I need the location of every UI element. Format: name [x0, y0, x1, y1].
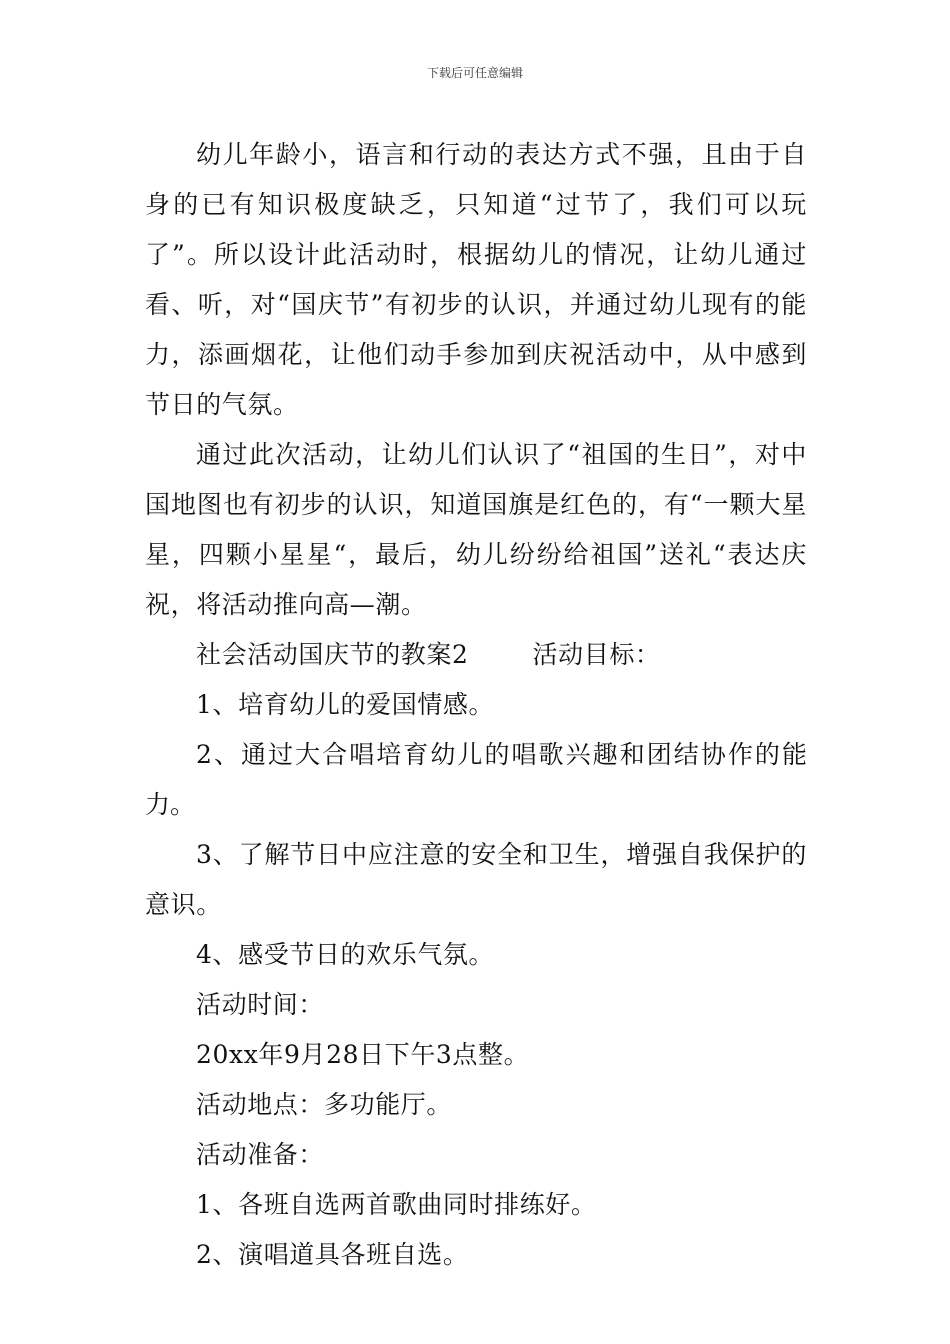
goal-item: 1、培育幼儿的爱国情感。	[196, 690, 495, 719]
goal-item: 2、通过大合唱培育幼儿的唱歌兴趣和团结协作的能力。	[145, 740, 807, 819]
plan-title: 社会活动国庆节的教案2	[196, 640, 469, 669]
goals-heading: 活动目标：	[532, 640, 661, 669]
location-line: 活动地点：多功能厅。	[196, 1090, 453, 1119]
goal-item: 3、了解节日中应注意的安全和卫生，增强自我保护的意识。	[145, 840, 807, 919]
intro-paragraph: 幼儿年龄小，语言和行动的表达方式不强，且由于自身的已有知识极度缺乏，只知道“过节了，我们可以玩了”。所以设计此活动时，根据幼儿的情况，让幼儿通过看、听，对“国庆节”有初步的认识，并通过幼儿现有的能力，添画烟花，让他们动手参加到庆祝活动中，从中感到节日的气氛。	[145, 140, 807, 419]
prep-heading: 活动准备：	[196, 1140, 325, 1169]
plan-title-line	[145, 630, 807, 680]
page-header: 下载后可任意编辑	[426, 66, 523, 80]
time-heading: 活动时间：	[196, 990, 325, 1019]
goal-item: 4、感受节日的欢乐气氛。	[196, 940, 495, 969]
prep-item: 1、各班自选两首歌曲同时排练好。	[196, 1190, 597, 1219]
prep-item: 2、演唱道具各班自选。	[196, 1240, 469, 1269]
time-value: 20xx年9月28日下午3点整。	[196, 1040, 530, 1069]
summary-paragraph: 通过此次活动，让幼儿们认识了“祖国的生日”，对中国地图也有初步的认识，知道国旗是红色的，有“一颗大星星，四颗小星星“，最后，幼儿纷纷给祖国”送礼“表达庆祝，将活动推向高—潮。	[145, 440, 807, 619]
document-body	[145, 130, 807, 1280]
